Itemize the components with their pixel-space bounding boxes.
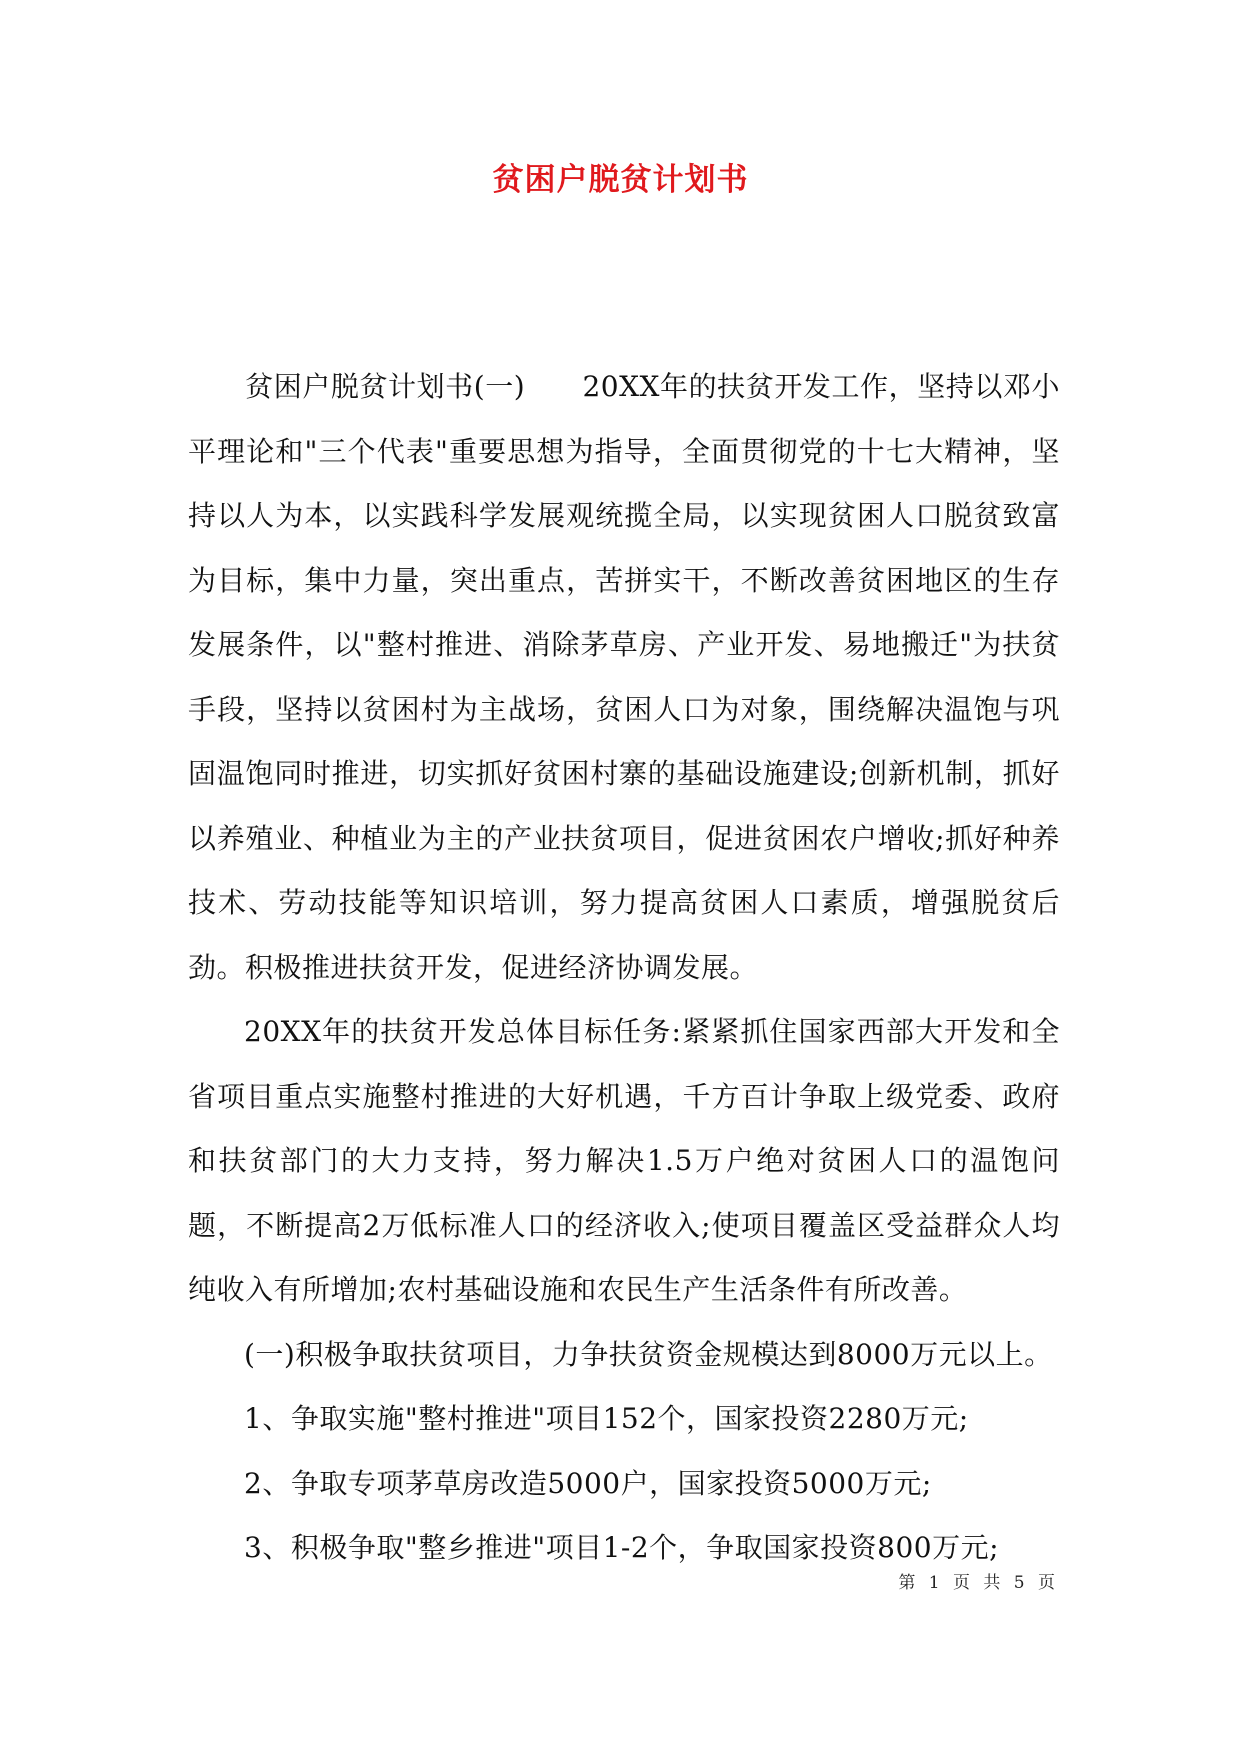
paragraph-intro: 贫困户脱贫计划书(一) 20XX年的扶贫开发工作，坚持以邓小平理论和"三个代表"重要思想为指导，全面贯彻党的十七大精神，坚持以人为本，以实践科学发展观统揽全局，以实现贫困人口脱贫致富为目标，集中力量，突出重点，苦拼实干，不断改善贫困地区的生存发展条件，以"整村推进、消除茅草房、产业开发、易地搬迁"为扶贫手段，坚持以贫困村为主战场，贫困人口为对象，围绕解决温饱与巩固温饱同时推进，切实抓好贫困村寨的基础设施建设;创新机制，抓好以养殖业、种植业为主的产业扶贫项目，促进贫困农户增收;抓好种养技术、劳动技能等知识培训，努力提高贫困人口素质，增强脱贫后劲。积极推进扶贫开发，促进经济协调发展。 — [188, 370, 1060, 984]
document-body — [188, 355, 1060, 1581]
document-title: 贫困户脱贫计划书 — [492, 162, 749, 198]
page-number-footer: 第 1 页 共 5 页 — [898, 1573, 1057, 1593]
paragraph-goals: 20XX年的扶贫开发总体目标任务:紧紧抓住国家西部大开发和全省项目重点实施整村推进的大好机遇，千方百计争取上级党委、政府和扶贫部门的大力支持，努力解决1.5万户绝对贫困人口的温饱问题，不断提高2万低标准人口的经济收入;使项目覆盖区受益群众人均纯收入有所增加;农村基础设施和农民生产生活条件有所改善。 — [188, 1015, 1060, 1306]
list-item-1: 1、争取实施"整村推进"项目152个，国家投资2280万元; — [244, 1402, 969, 1435]
list-item-3: 3、积极争取"整乡推进"项目1-2个，争取国家投资800万元; — [244, 1531, 1000, 1564]
list-item-2: 2、争取专项茅草房改造5000户，国家投资5000万元; — [244, 1466, 932, 1500]
paragraph-section-1: (一)积极争取扶贫项目，力争扶贫资金规模达到8000万元以上。 — [244, 1337, 1053, 1371]
